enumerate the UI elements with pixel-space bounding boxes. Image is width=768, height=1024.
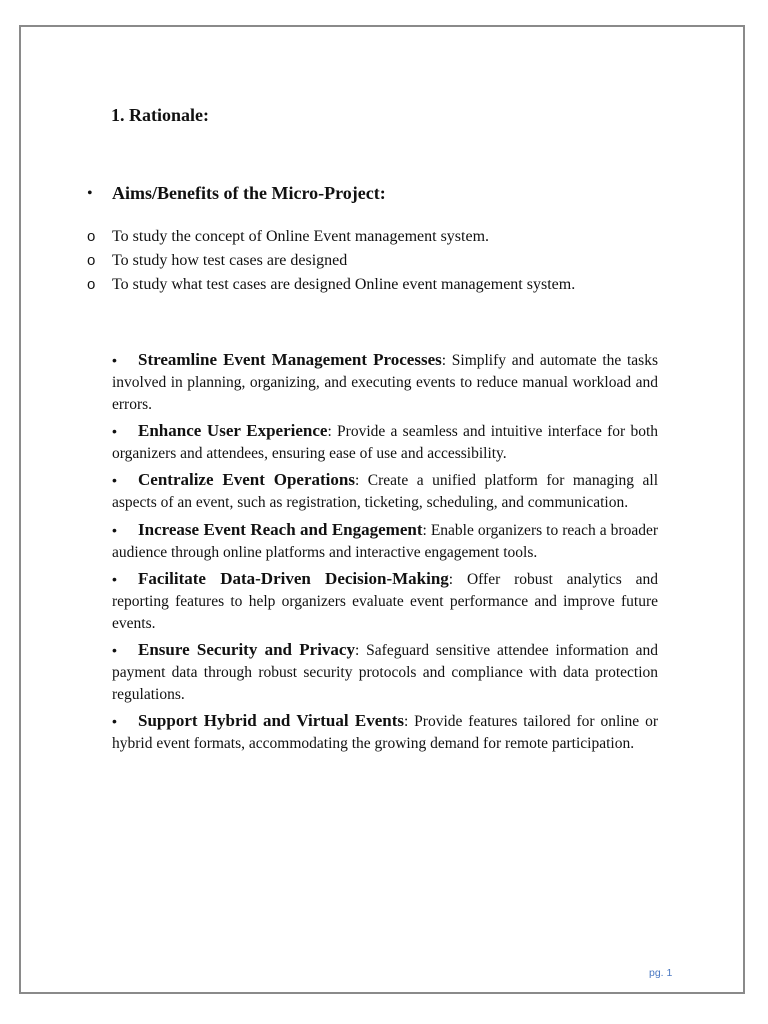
benefit-title: Enhance User Experience [138, 421, 328, 441]
bullet-glyph: • [112, 713, 117, 730]
study-item-text: To study what test cases are designed Online event management system. [112, 276, 576, 293]
benefit-text: : Provide features tailored for online or hybrid event formats, accommodating the growing demand for remote participation. [112, 713, 658, 753]
benefit-text: : Create a unified platform for managing all aspects of an event, such as registration, ticketing, scheduling, and communication. [112, 472, 658, 512]
benefit-title: Increase Event Reach and Engagement [138, 519, 423, 539]
benefit-item [112, 469, 658, 514]
study-item-text: To study how test cases are designed [112, 252, 348, 269]
study-list-item [21, 225, 721, 249]
study-list [21, 225, 721, 297]
bullet-glyph: • [112, 352, 117, 368]
study-item-text: To study the concept of Online Event management system. [112, 228, 490, 245]
benefit-text: : Enable organizers to reach a broader audience through online platforms and interactive engagement tools. [112, 521, 658, 561]
sub-bullet-glyph: o [87, 228, 96, 245]
study-list-item [21, 249, 721, 273]
benefit-title: Streamline Event Management Processes [138, 350, 442, 369]
aims-bullet-glyph: • [87, 185, 93, 202]
bullet-glyph: • [112, 472, 117, 489]
bullet-glyph: • [112, 423, 117, 440]
benefit-item [112, 349, 658, 416]
benefit-item [112, 420, 658, 465]
benefit-title: Ensure Security and Privacy [138, 639, 355, 659]
section-heading: 1. Rationale: [111, 105, 209, 125]
document-page [19, 25, 745, 994]
benefit-text: : Simplify and automate the tasks involved in planning, organizing, and executing events to reduce manual workload and errors. [112, 352, 658, 413]
benefit-text: : Offer robust analytics and reporting features to help organizers evaluate event performance and improve future events. [112, 570, 658, 632]
benefit-item [112, 519, 658, 564]
page-number: pg. 1 [649, 967, 673, 979]
sub-bullet-glyph: o [87, 276, 96, 293]
benefits-list [112, 349, 658, 759]
bullet-glyph: • [112, 641, 117, 658]
aims-title: Aims/Benefits of the Micro-Project: [112, 183, 386, 203]
benefit-text: : Provide a seamless and intuitive interface for both organizers and attendees, ensuring ease of use and accessibility. [112, 423, 658, 463]
benefit-title: Facilitate Data-Driven Decision-Making [138, 568, 449, 588]
bullet-glyph: • [112, 570, 117, 587]
benefit-text: : Safeguard sensitive attendee information and payment data through robust security protocols and compliance with data protection regulations. [112, 641, 658, 703]
benefit-title: Support Hybrid and Virtual Events [138, 711, 404, 731]
benefit-item [112, 639, 658, 706]
benefit-item [112, 710, 658, 755]
benefit-title: Centralize Event Operations [138, 470, 355, 490]
benefit-item [112, 568, 658, 635]
sub-bullet-glyph: o [87, 252, 96, 269]
bullet-glyph: • [112, 521, 117, 538]
study-list-item [21, 273, 721, 297]
